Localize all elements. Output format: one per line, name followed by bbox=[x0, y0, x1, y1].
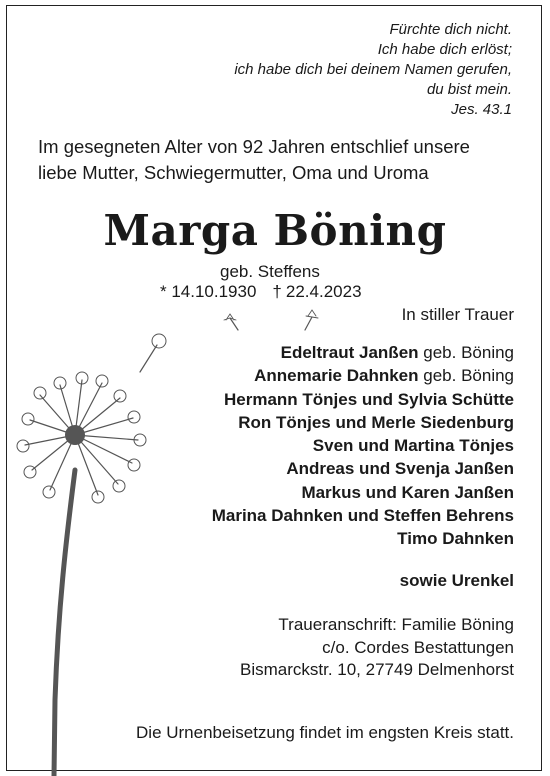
death-cross-icon: † bbox=[272, 282, 282, 301]
mourner-name: Edeltraut Janßen bbox=[280, 343, 419, 362]
list-item bbox=[74, 457, 514, 480]
address-line: c/o. Cordes Bestattungen bbox=[322, 637, 514, 657]
mourner-name: Hermann Tönjes und Sylvia Schütte bbox=[223, 389, 514, 409]
mourner-suffix: geb. Böning bbox=[418, 343, 514, 362]
mourner-name: Markus und Karen Janßen bbox=[301, 482, 514, 502]
verse-line: Fürchte dich nicht. bbox=[389, 21, 512, 38]
life-dates bbox=[160, 281, 362, 303]
verse-reference: Jes. 43.1 bbox=[451, 101, 512, 118]
mourning-address bbox=[174, 614, 514, 682]
mourner-name: Timo Dahnken bbox=[397, 529, 514, 549]
mourner-name: Ron Tönjes und Merle Siedenburg bbox=[238, 412, 514, 432]
intro-text bbox=[38, 134, 528, 186]
intro-line: Im gesegneten Alter von 92 Jahren entschlief unsere bbox=[38, 136, 470, 157]
great-grandchildren-note: sowie Urenkel bbox=[399, 571, 514, 590]
mourner-name: Sven und Martina Tönjes bbox=[312, 436, 514, 456]
death-date: 22.4.2023 bbox=[285, 282, 362, 301]
intro-line: liebe Mutter, Schwiegermutter, Oma und Uroma bbox=[38, 162, 429, 183]
list-item bbox=[74, 481, 514, 504]
verse-line: ich habe dich bei deinem Namen gerufen, bbox=[234, 61, 512, 78]
address-line: Traueranschrift: Familie Böning bbox=[278, 615, 514, 634]
mourner-name: Annemarie Dahnken bbox=[254, 366, 419, 386]
deceased-name: Marga Böning bbox=[103, 206, 447, 255]
mourners-list bbox=[74, 341, 514, 551]
mourning-label: In stiller Trauer bbox=[401, 305, 514, 324]
mourner-name: Andreas und Svenja Janßen bbox=[286, 459, 514, 479]
verse-line: du bist mein. bbox=[426, 81, 512, 98]
bible-verse bbox=[172, 20, 512, 120]
mourner-suffix: geb. Böning bbox=[418, 366, 514, 386]
verse-line: Ich habe dich erlöst; bbox=[377, 41, 512, 58]
list-item bbox=[74, 411, 514, 434]
list-item bbox=[74, 388, 514, 411]
birth-date: * 14.10.1930 bbox=[160, 282, 257, 301]
birth-name: geb. Steffens bbox=[220, 262, 320, 281]
address-line: Bismarckstr. 10, 27749 Delmenhorst bbox=[239, 660, 514, 679]
list-item bbox=[74, 527, 514, 550]
list-item bbox=[74, 504, 514, 527]
list-item bbox=[74, 364, 514, 387]
list-item bbox=[74, 434, 514, 457]
burial-note: Die Urnenbeisetzung findet im engsten Kreis statt. bbox=[136, 723, 514, 742]
mourner-name: Marina Dahnken und Steffen Behrens bbox=[211, 506, 514, 526]
list-item bbox=[74, 341, 514, 364]
